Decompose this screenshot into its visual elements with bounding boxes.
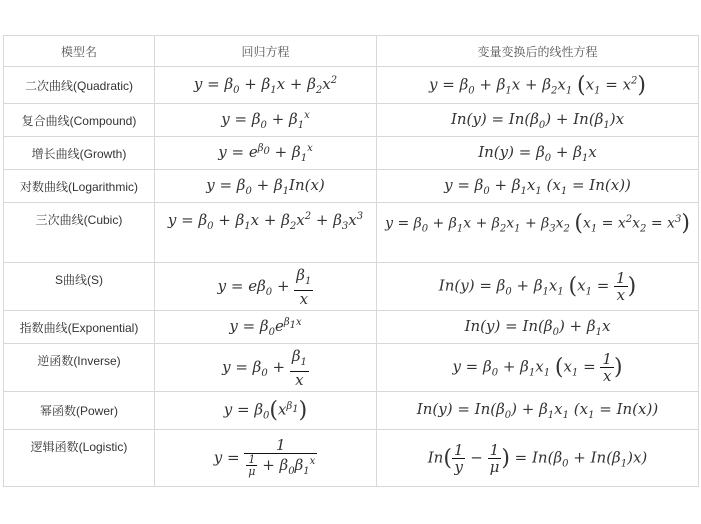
- linear-equation: In( $\frac{1}{y}$ − $\frac{1}{\mu}$ ) = $In(\beta_0 + In(\beta_1)x)$: [377, 430, 699, 487]
- model-name: 幂函数(Power): [4, 392, 155, 430]
- header-model-name: 模型名: [4, 36, 155, 67]
- table-row: [4, 67, 699, 104]
- linear-equation: $In(y) = In(\beta_0) + In(\beta_1)x$: [377, 104, 699, 137]
- model-name: 逻辑函数(Logistic): [4, 430, 155, 487]
- header-row: [4, 36, 699, 67]
- model-name: 三次曲线(Cubic): [4, 203, 155, 263]
- regression-equation: $y = \beta_0 + \beta_1x + \beta_2x^2 + \beta_3x^3$: [155, 203, 377, 263]
- table-row: [4, 170, 699, 203]
- table-row: [4, 430, 699, 487]
- table-row: [4, 104, 699, 137]
- model-name: 复合曲线(Compound): [4, 104, 155, 137]
- regression-equation: $y = \beta_0 + \beta_1^x$: [155, 104, 377, 137]
- header-linear-equation: 变量变换后的线性方程: [377, 36, 699, 67]
- linear-equation: $y = \beta_0 + \beta_1x_1$ ($x_1$ = $\frac{1}{x}$ ): [377, 344, 699, 392]
- table-row: [4, 311, 699, 344]
- regression-models-table: [3, 35, 699, 487]
- regression-equation: $y = \beta_0e^{\beta_1x}$: [155, 311, 377, 344]
- linear-equation: $In(y) = \beta_0 + \beta_1x$: [377, 137, 699, 170]
- linear-equation: $In(y) = In(\beta_0) + \beta_1x_1$ $(x_1 = In(x))$: [377, 392, 699, 430]
- table-row: [4, 344, 699, 392]
- model-name: 对数曲线(Logarithmic): [4, 170, 155, 203]
- linear-equation: $y = \beta_0 + \beta_1x + \beta_2x_1 + \beta_3x_2$ $(x_1 = x^2x_2 = x^3)$: [377, 203, 699, 263]
- model-name: S曲线(S): [4, 263, 155, 311]
- linear-equation: $In(y) = In(\beta_0) + \beta_1x$: [377, 311, 699, 344]
- table-row: [4, 263, 699, 311]
- linear-equation: $In(y) = \beta_0 + \beta_1x_1$ ($x_1$ = $\frac{1}{x}$ ): [377, 263, 699, 311]
- regression-equation: $y = e^{\beta_0} + \beta_1^x$: [155, 137, 377, 170]
- regression-equation: y = 1 $\frac{1}{\mu}$ + $\beta_0\beta_1^x$: [155, 430, 377, 487]
- model-name: 二次曲线(Quadratic): [4, 67, 155, 104]
- model-name: 逆函数(Inverse): [4, 344, 155, 392]
- model-name: 增长曲线(Growth): [4, 137, 155, 170]
- regression-equation: $y = \beta_0 + \beta_1In(x)$: [155, 170, 377, 203]
- table-row: [4, 203, 699, 263]
- regression-equation: $y = \beta_0 + \beta_1x + \beta_2x^2$: [155, 67, 377, 104]
- regression-equation: $y = e\beta_0$ + $\frac{\beta_1}{x}$: [155, 263, 377, 311]
- regression-equation: $y = \beta_0(x^{\beta_1})$: [155, 392, 377, 430]
- table-row: [4, 137, 699, 170]
- header-regression-equation: 回归方程: [155, 36, 377, 67]
- regression-equation: $y = \beta_0$ + $\frac{\beta_1}{x}$: [155, 344, 377, 392]
- model-name: 指数曲线(Exponential): [4, 311, 155, 344]
- linear-equation: $y = \beta_0 + \beta_1x + \beta_2x_1$ $(x_1 = x^2)$: [377, 67, 699, 104]
- linear-equation: $y = \beta_0 + \beta_1x_1$ $(x_1 = In(x))$: [377, 170, 699, 203]
- table-row: [4, 392, 699, 430]
